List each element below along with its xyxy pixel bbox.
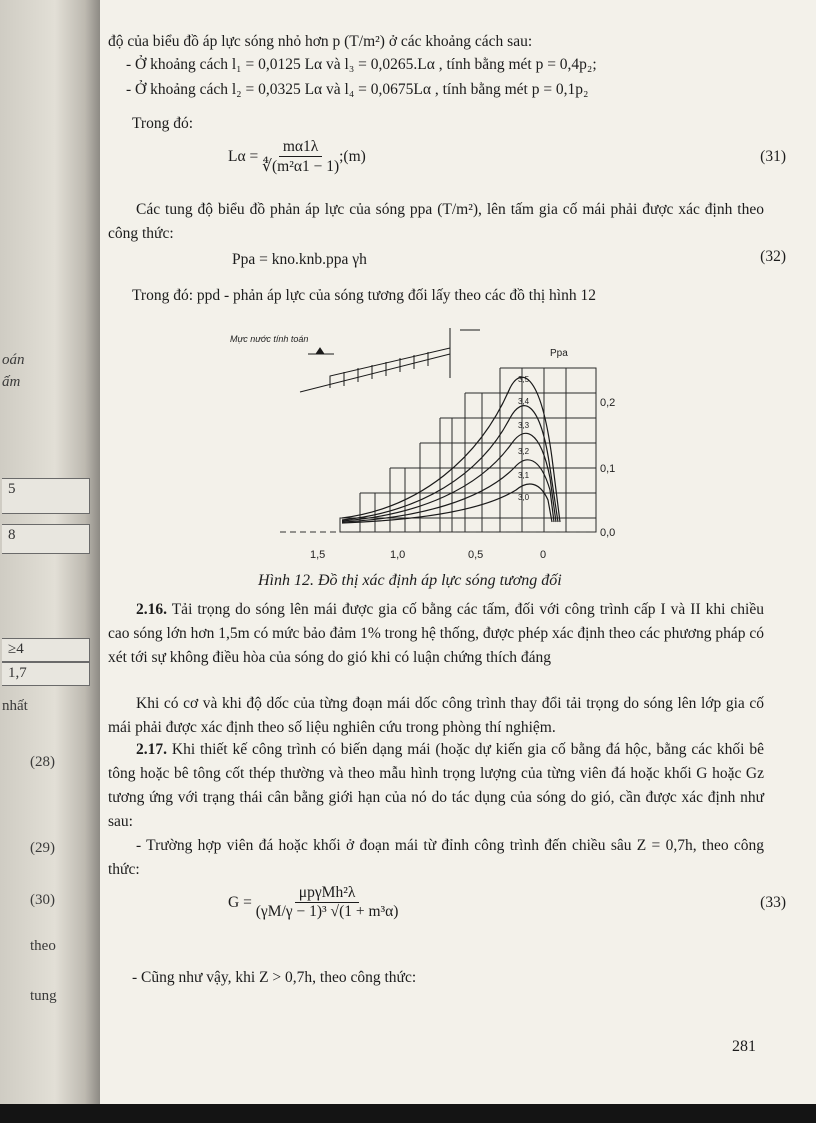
gutter-table-cell: 1,7 (2, 662, 90, 686)
equation-33: G = $\frac{\text{μpγMh²λ}}{\text{(γM/γ − 1)³ √(1 + m³α)}}$ (228, 884, 399, 920)
paragraph: Các tung độ biểu đồ phản áp lực của sóng ppa (T/m²), lên tấm gia cố mái phải được xác định theo công thức: (108, 201, 764, 242)
gutter-table-cell: 5 (2, 478, 90, 514)
equation-31: Lα = $\frac{m\alpha 1\lambda}{\text{∜(m²α1 − 1)}}$ ;(m) (228, 138, 366, 175)
wave-pressure-figure (230, 308, 640, 570)
x-tick: 1,5 (310, 549, 326, 561)
equation-32: Ppa = kno.knb.ppa γh (232, 251, 367, 268)
page-number: 281 (732, 1038, 756, 1055)
paragraph: Khi có cơ và khi độ dốc của từng đoạn mái dốc công trình thay đổi tải trọng do sóng lên lớp gia cố mái phải được xác định theo số liệu nghiên cứu trong phòng thí nghiệm. (108, 695, 764, 736)
gutter-fragment: (28) (30, 754, 55, 770)
text-line: độ của biểu đồ áp lực sóng nhỏ hơn p (T/m²) ở các khoảng cách sau: (108, 33, 533, 50)
y-tick: 0,0 (600, 527, 616, 539)
figure-caption: Hình 12. Đồ thị xác định áp lực sóng tương đối (258, 572, 562, 589)
bullet-item: - Ở khoảng cách l₂ = 0,0325 Lα và l₄ = 0,0675Lα , tính bằng mét p = 0,1p₂ (126, 81, 589, 98)
section-2-16: 2.16. Tải trọng do sóng lên mái được gia cố bằng các tấm, đối với công trình cấp I và II khi chiều cao sóng lớn hơn 1,5m có mức bảo đảm 1% trong hệ thống, được phép xác định theo các phương pháp có xét tới sự không điều hòa của sóng do gió khi có luận chứng thích đáng (108, 601, 764, 666)
x-tick: 0 (540, 549, 547, 561)
curve-label: 3,1 (518, 471, 530, 480)
paragraph: - Trường hợp viên đá hoặc khối ở đoạn mái từ đỉnh công trình đến chiều sâu Z = 0,7h, theo công thức: (108, 837, 764, 878)
curve-label: 3,5 (518, 375, 530, 384)
x-tick: 1,0 (390, 549, 406, 561)
gutter-table-cell: ≥4 (2, 638, 90, 662)
text-line: Trong đó: ppd - phản áp lực của sóng tương đối lấy theo các đồ thị hình 12 (132, 287, 596, 304)
water-level-label: Mực nước tính toán (230, 334, 309, 344)
equation-number: (31) (760, 148, 786, 165)
gutter-fragment: oán (2, 352, 25, 368)
curve-label: 3,3 (518, 421, 530, 430)
gutter-fragment: tung (30, 988, 57, 1004)
gutter-fragment: ấm (2, 374, 21, 390)
slope-sketch (300, 328, 480, 392)
curve-label: 3,2 (518, 447, 530, 456)
gutter-fragment: theo (30, 938, 56, 954)
gutter-fragment: (30) (30, 892, 55, 908)
y-tick: 0,2 (600, 397, 616, 409)
ppd-label: Ppa (550, 348, 568, 359)
x-tick: 0,5 (468, 549, 484, 561)
bullet-item: - Ở khoảng cách l₁ = 0,0125 Lα và l₃ = 0,0265.Lα , tính bằng mét p = 0,4p₂; (126, 56, 597, 73)
gutter-table-cell: 8 (2, 524, 90, 554)
text-line: - Cũng như vậy, khi Z > 0,7h, theo công thức: (132, 969, 417, 986)
curve-label: 3,0 (518, 493, 530, 502)
equation-number: (32) (760, 248, 786, 265)
section-number: 2.16. (136, 601, 167, 618)
section-number: 2.17. (136, 741, 167, 758)
gutter-fragment: (29) (30, 840, 55, 856)
curve-label: 3,4 (518, 397, 530, 406)
scan-edge (0, 1104, 816, 1123)
y-tick: 0,1 (600, 463, 616, 475)
gutter-fragment: nhất (2, 698, 28, 714)
equation-number: (33) (760, 894, 786, 911)
text-line: Trong đó: (132, 115, 194, 132)
section-2-17: 2.17. Khi thiết kế công trình có biến dạng mái (hoặc dự kiến gia cố bằng đá hộc, bằng các khối bê tông hoặc bê tông cốt thép thường và theo mẫu hình trọng lượng của từng viên đá hoặc khối G hoặc Gz tương ứng với trạng thái cân bằng giới hạn của nó do tác dụng của sóng do gió, cần được xác định như sau: (108, 741, 765, 830)
